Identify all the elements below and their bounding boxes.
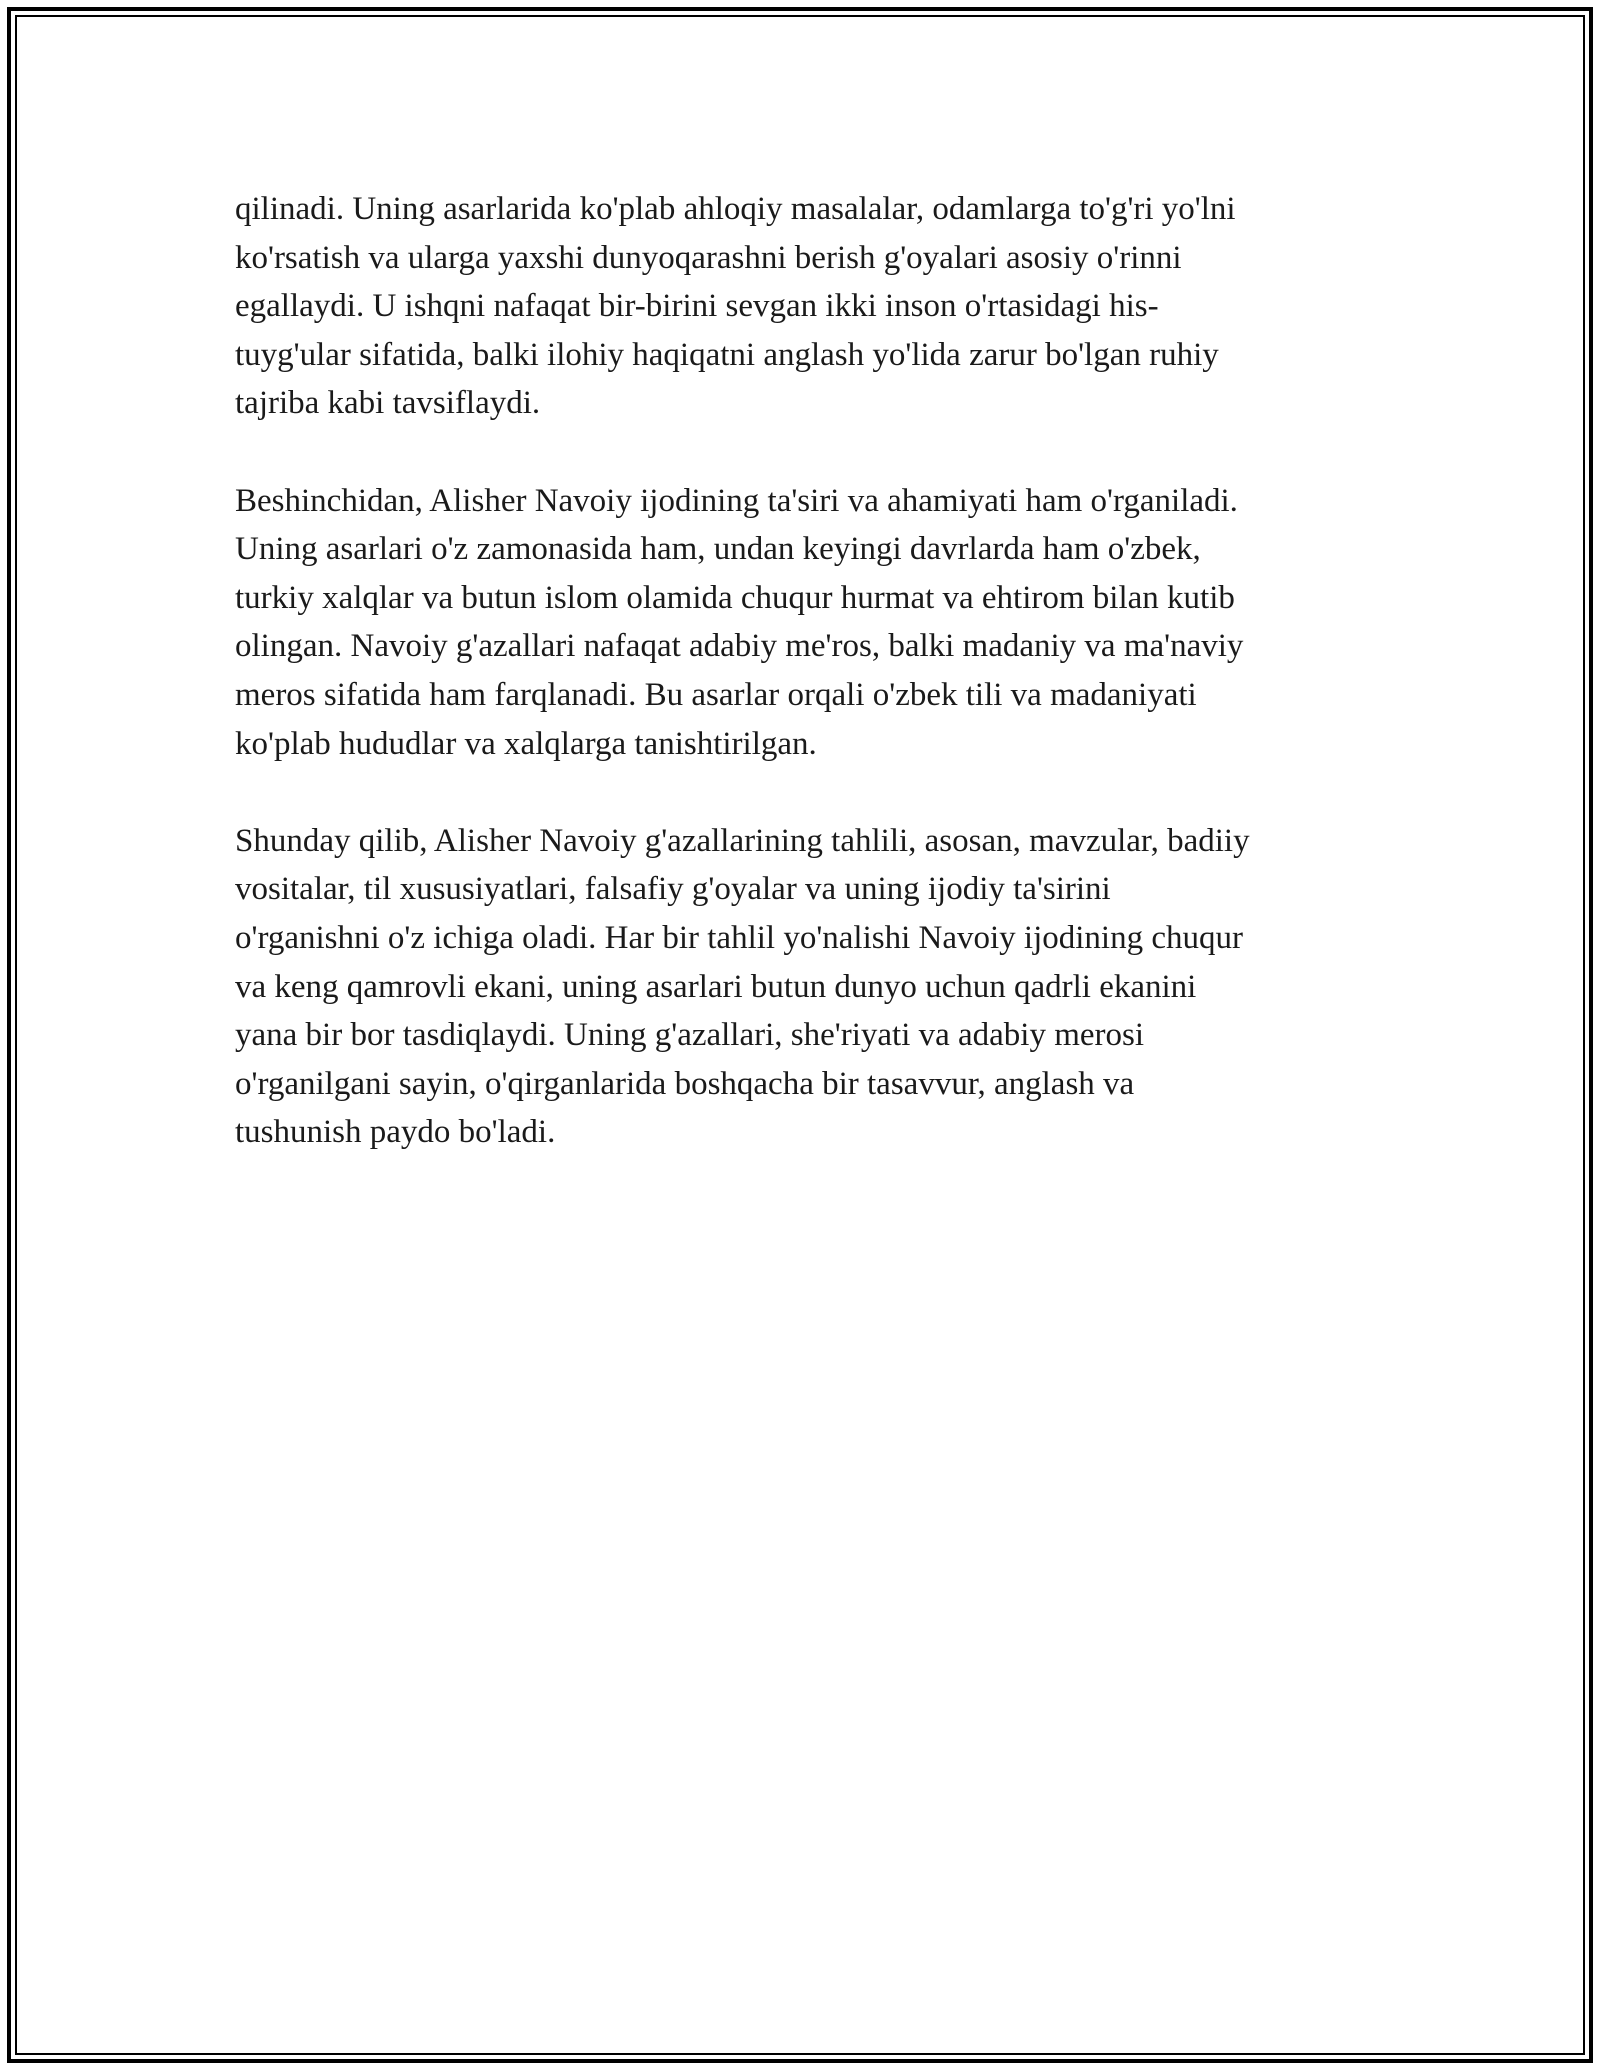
text-line: ko'rsatish va ularga yaxshi dunyoqarashni berish g'oyalari asosiy o'rinni	[235, 239, 1182, 276]
document-body	[235, 185, 1375, 1205]
text-line: yana bir bor tasdiqlaydi. Uning g'azallari, she'riyati va adabiy merosi	[235, 1017, 1145, 1054]
paragraph-2	[235, 477, 1375, 769]
text-line: tushunish paydo bo'ladi.	[235, 1114, 556, 1151]
text-line: meros sifatida ham farqlanadi. Bu asarlar orqali o'zbek tili va madaniyati	[235, 676, 1197, 713]
paragraph-3	[235, 817, 1375, 1157]
text-line: Beshinchidan, Alisher Navoiy ijodining ta'siri va ahamiyati ham o'rganiladi.	[235, 482, 1238, 519]
text-line: turkiy xalqlar va butun islom olamida chuqur hurmat va ehtirom bilan kutib	[235, 579, 1235, 616]
text-line: qilinadi. Uning asarlarida ko'plab ahloqiy masalalar, odamlarga to'g'ri yo'lni	[235, 191, 1236, 227]
text-line: ko'plab hududlar va xalqlarga tanishtirilgan.	[235, 725, 817, 762]
text-line: Shunday qilib, Alisher Navoiy g'azallarining tahlili, asosan, mavzular, badiiy	[235, 822, 1250, 859]
text-line: o'rganishni o'z ichiga oladi. Har bir tahlil yo'nalishi Navoiy ijodining chuqur	[235, 919, 1243, 956]
text-line: vositalar, til xususiyatlari, falsafiy g'oyalar va uning ijodiy ta'sirini	[235, 871, 1111, 908]
text-line: egallaydi. U ishqni nafaqat bir-birini sevgan ikki inson o'rtasidagi his-	[235, 288, 1159, 325]
text-line: tajriba kabi tavsiflaydi.	[235, 385, 541, 422]
text-line: o'rganilgani sayin, o'qirganlarida boshqacha bir tasavvur, anglash va	[235, 1065, 1135, 1102]
text-line: va keng qamrovli ekani, uning asarlari butun dunyo uchun qadrli ekanini	[235, 968, 1197, 1005]
text-line: tuyg'ular sifatida, balki ilohiy haqiqatni anglash yo'lida zarur bo'lgan ruhiy	[235, 336, 1219, 373]
text-line: Uning asarlari o'z zamonasida ham, undan keyingi davrlarda ham o'zbek,	[235, 531, 1201, 568]
paragraph-1	[235, 185, 1375, 428]
text-line: olingan. Navoiy g'azallari nafaqat adabiy me'ros, balki madaniy va ma'naviy	[235, 628, 1244, 665]
